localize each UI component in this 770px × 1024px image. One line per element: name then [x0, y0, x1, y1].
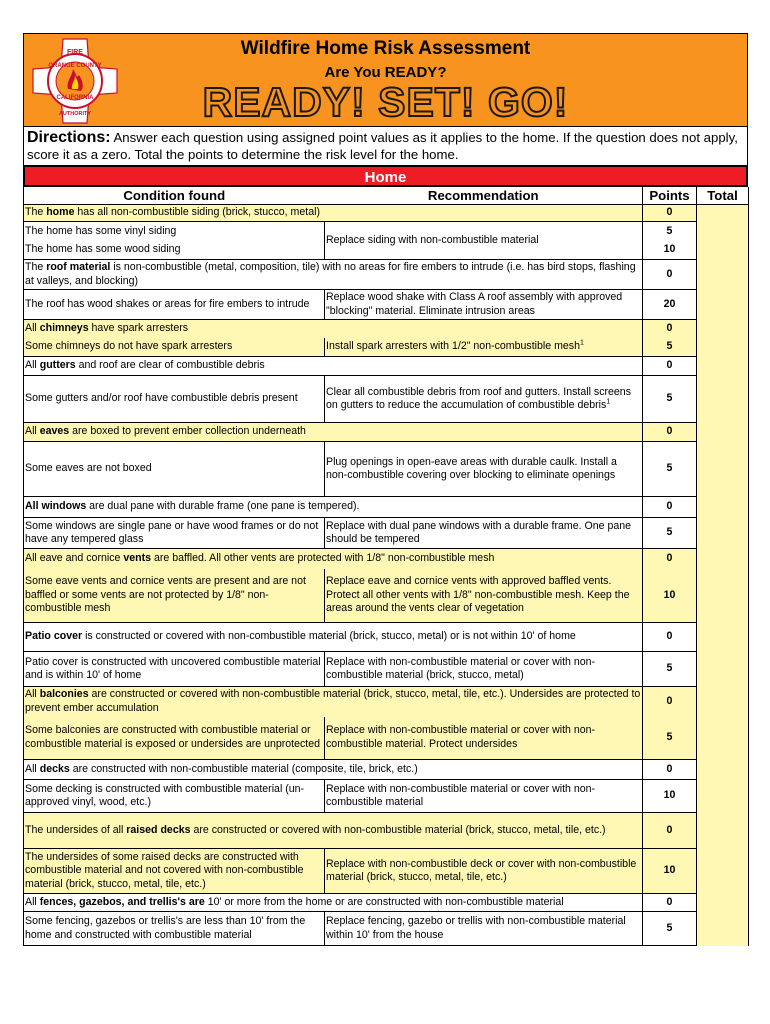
condition-cell — [24, 320, 643, 338]
svg-text:AUTHORITY: AUTHORITY — [58, 111, 92, 117]
table-row — [24, 260, 749, 290]
condition-keyword: All windows — [25, 500, 87, 513]
points-cell: 5 — [643, 442, 697, 497]
assessment-table — [23, 187, 749, 946]
recommendation-text: Replace wood shake with Class A roof assembly with approved "blocking" material. Eliminate intrusion areas — [326, 291, 623, 317]
condition-text: are dual pane with durable frame (one pane is tempered). — [86, 500, 360, 513]
condition-cell — [24, 241, 325, 260]
table-row — [24, 290, 749, 320]
recommendation-cell — [325, 290, 643, 320]
condition-text: Some balconies are constructed with combustible material or combustible material is exposed or undersides are unprotected — [25, 724, 321, 750]
points-cell: 5 — [643, 518, 697, 549]
points-cell: 0 — [643, 894, 697, 912]
directions-text: Answer each question using assigned point values as it applies to the home. If the question does not apply, score it as a zero. Total the points to determine the risk level for the home. — [27, 130, 738, 162]
condition-cell — [24, 338, 325, 357]
condition-keyword: roof material — [46, 261, 111, 274]
recommendation-cell — [325, 652, 643, 687]
svg-text:CALIFORNIA: CALIFORNIA — [56, 95, 94, 101]
condition-text: is non-combustible (metal, composition, tile) with no areas for fire embers to intrude (i.e. has bird stops, flashing at valleys, and blocking) — [25, 261, 636, 287]
svg-text:ORANGE COUNTY: ORANGE COUNTY — [48, 63, 102, 69]
condition-cell — [24, 549, 643, 569]
condition-text: have spark arresters — [88, 322, 189, 335]
points-cell: 0 — [643, 260, 697, 290]
table-row — [24, 652, 749, 687]
condition-keyword: vents — [123, 552, 152, 565]
condition-text: The roof has wood shakes or areas for fire embers to intrude — [25, 297, 310, 310]
condition-cell — [24, 849, 325, 894]
condition-cell — [24, 423, 643, 442]
condition-cell — [24, 290, 325, 320]
condition-text: Some chimneys do not have spark arresters — [25, 340, 233, 353]
points-cell: 5 — [643, 222, 697, 241]
condition-keyword: Patio cover — [25, 630, 83, 643]
condition-text: and roof are clear of combustible debris — [75, 359, 265, 372]
table-row — [24, 518, 749, 549]
condition-text: The undersides of all — [25, 823, 127, 836]
recommendation-cell — [325, 849, 643, 894]
recommendation-text: Replace fencing, gazebo or trellis with non-combustible material within 10' from the house — [326, 915, 626, 941]
table-row — [24, 569, 749, 623]
condition-text: All eave and cornice — [25, 552, 124, 565]
recommendation-cell — [325, 222, 643, 260]
condition-cell — [24, 205, 643, 222]
condition-text: All — [25, 688, 40, 701]
condition-text: Some eave vents and cornice vents are present and are not baffled or some vents are not protected by 1/8" non-combustible mesh — [25, 575, 306, 614]
table-row — [24, 442, 749, 497]
condition-cell — [24, 760, 643, 780]
table-row — [24, 849, 749, 894]
recommendation-cell — [325, 338, 643, 357]
table-row — [24, 357, 749, 376]
recommendation-text: Replace with non-combustible deck or cover with non-combustible material (brick, stucco, metal, tile, etc.) — [326, 857, 637, 883]
condition-text: The home has some wood siding — [25, 243, 181, 256]
recommendation-text: Replace eave and cornice vents with approved baffled vents. Protect all other vents with 1/8" non-combustible mesh. Keep the areas around the vents clear of vegetation — [326, 575, 630, 614]
condition-keyword: balconies — [39, 688, 89, 701]
table-row — [24, 423, 749, 442]
points-cell: 0 — [643, 813, 697, 849]
condition-keyword: fences, gazebos, and trellis's are — [39, 895, 205, 908]
condition-cell — [24, 376, 325, 423]
points-cell: 5 — [643, 912, 697, 946]
table-row — [24, 338, 749, 357]
condition-text: has all non-combustible siding (brick, stucco, metal) — [74, 206, 320, 219]
table-row — [24, 894, 749, 912]
condition-cell — [24, 780, 325, 813]
points-cell: 5 — [643, 338, 697, 357]
condition-text: is constructed or covered with non-combustible material (brick, stucco, metal) or is not within 10' of home — [82, 630, 576, 643]
recommendation-text: Replace with non-combustible material or cover with non-combustible material — [326, 782, 596, 808]
condition-cell — [24, 260, 643, 290]
condition-text: The — [25, 206, 47, 219]
condition-text: The — [25, 261, 47, 274]
points-cell: 0 — [643, 320, 697, 338]
condition-text: Patio cover is constructed with uncovered combustible material and is within 10' of home — [25, 655, 321, 681]
condition-cell — [24, 222, 325, 241]
condition-text: All — [25, 322, 40, 335]
table-row — [24, 549, 749, 569]
condition-keyword: chimneys — [39, 322, 89, 335]
condition-cell — [24, 442, 325, 497]
recommendation-text: Plug openings in open-eave areas with durable caulk. Install a non-combustible covering over blocking to eliminate openings — [326, 455, 617, 481]
condition-text: are boxed to prevent ember collection underneath — [69, 425, 306, 438]
recommendation-cell — [325, 569, 643, 623]
condition-cell — [24, 717, 325, 760]
column-header-points: Points — [643, 187, 697, 205]
points-cell: 0 — [643, 623, 697, 652]
condition-cell — [24, 894, 643, 912]
condition-text: All — [25, 762, 40, 775]
points-cell: 5 — [643, 717, 697, 760]
condition-text: The home has some vinyl siding — [25, 224, 177, 237]
recommendation-cell — [325, 780, 643, 813]
table-row — [24, 320, 749, 338]
table-row — [24, 717, 749, 760]
points-cell: 0 — [643, 357, 697, 376]
condition-cell — [24, 687, 643, 717]
condition-text: are constructed or covered with non-combustible material (brick, stucco, metal, tile, etc.) — [190, 823, 606, 836]
recommendation-text: Replace with non-combustible material or cover with non-combustible material. Protect undersides — [326, 724, 596, 750]
recommendation-cell — [325, 912, 643, 946]
condition-text: are constructed or covered with non-combustible material (brick, stucco, metal, tile, etc.). Undersides are protected to prevent ember accumulation — [25, 688, 641, 714]
column-header-condition: Condition found — [24, 187, 325, 205]
recommendation-text: Replace with dual pane windows with a durable frame. One pane should be tempered — [326, 519, 632, 545]
condition-cell — [24, 569, 325, 623]
condition-keyword: decks — [39, 762, 70, 775]
table-row — [24, 760, 749, 780]
table-row — [24, 623, 749, 652]
column-header-recommendation: Recommendation — [427, 187, 539, 203]
condition-text: are constructed with non-combustible material (composite, tile, brick, etc.) — [69, 762, 418, 775]
table-row — [24, 376, 749, 423]
condition-cell — [24, 518, 325, 549]
points-cell: 0 — [643, 497, 697, 518]
condition-keyword: home — [46, 206, 75, 219]
condition-text: 10' or more from the home or are constructed with non-combustible material — [204, 895, 564, 908]
section-header-home: Home — [23, 165, 748, 187]
condition-text: Some gutters and/or roof have combustible debris present — [25, 392, 298, 405]
points-cell: 10 — [643, 780, 697, 813]
page-title: Wildfire Home Risk Assessment — [240, 38, 531, 59]
condition-cell — [24, 652, 325, 687]
condition-text: Some eaves are not boxed — [25, 462, 152, 475]
condition-cell — [24, 357, 643, 376]
svg-text:FIRE: FIRE — [67, 49, 83, 56]
table-row — [24, 205, 749, 222]
points-cell: 0 — [643, 687, 697, 717]
table-row — [24, 497, 749, 518]
condition-text: Some decking is constructed with combustible material (un-approved vinyl, wood, etc.) — [25, 782, 305, 808]
points-cell: 5 — [643, 376, 697, 423]
recommendation-cell — [325, 442, 643, 497]
recommendation-cell — [325, 376, 643, 423]
recommendation-text: Replace siding with non-combustible material — [326, 233, 539, 246]
condition-text: All — [25, 359, 40, 372]
table-row — [24, 780, 749, 813]
condition-text: The undersides of some raised decks are constructed with combustible material and not covered with non-combustible material (brick, stucco, metal, tile, etc.) — [25, 850, 304, 890]
table-row — [24, 912, 749, 946]
footnote-marker: 1 — [606, 398, 611, 406]
header-banner — [23, 33, 748, 127]
ready-set-go-banner: READY! SET! GO! — [202, 79, 569, 125]
points-cell: 10 — [643, 569, 697, 623]
points-cell: 0 — [643, 549, 697, 569]
condition-text: Some windows are single pane or have wood frames or do not have any tempered glass — [25, 519, 319, 545]
points-cell: 0 — [643, 760, 697, 780]
page-subtitle: Are You READY? — [324, 64, 447, 81]
points-cell: 10 — [643, 241, 697, 260]
recommendation-text: Replace with non-combustible material or cover with non-combustible material (brick, stucco, metal) — [326, 655, 596, 681]
points-cell: 10 — [643, 849, 697, 894]
condition-keyword: raised decks — [126, 823, 191, 836]
directions-label: Directions: — [27, 129, 111, 146]
points-cell: 5 — [643, 652, 697, 687]
table-row — [24, 222, 749, 241]
condition-keyword: gutters — [39, 359, 76, 372]
condition-text: Some fencing, gazebos or trellis's are less than 10' from the home and constructed with combustible material — [25, 915, 306, 941]
points-cell: 0 — [643, 205, 697, 222]
condition-cell — [24, 497, 643, 518]
recommendation-text: Clear all combustible debris from roof and gutters. Install screens on gutters to reduce the accumulation of combustible debris — [326, 385, 631, 411]
condition-text: are baffled. All other vents are protected with 1/8" non-combustible mesh — [151, 552, 495, 565]
condition-text: All — [25, 425, 40, 438]
total-input-column[interactable] — [697, 205, 749, 946]
table-row — [24, 687, 749, 717]
condition-text: All — [25, 895, 40, 908]
table-row — [24, 813, 749, 849]
assessment-sheet — [23, 33, 748, 946]
condition-cell — [24, 813, 643, 849]
points-cell: 20 — [643, 290, 697, 320]
footnote-marker: 1 — [580, 339, 584, 347]
condition-keyword: eaves — [39, 425, 70, 438]
condition-cell — [24, 912, 325, 946]
recommendation-cell — [325, 717, 643, 760]
condition-cell — [24, 623, 643, 652]
recommendation-cell — [325, 518, 643, 549]
points-cell: 0 — [643, 423, 697, 442]
recommendation-text: Install spark arresters with 1/2" non-combustible mesh — [326, 340, 580, 353]
column-header-total: Total — [697, 187, 749, 205]
directions — [23, 127, 748, 165]
